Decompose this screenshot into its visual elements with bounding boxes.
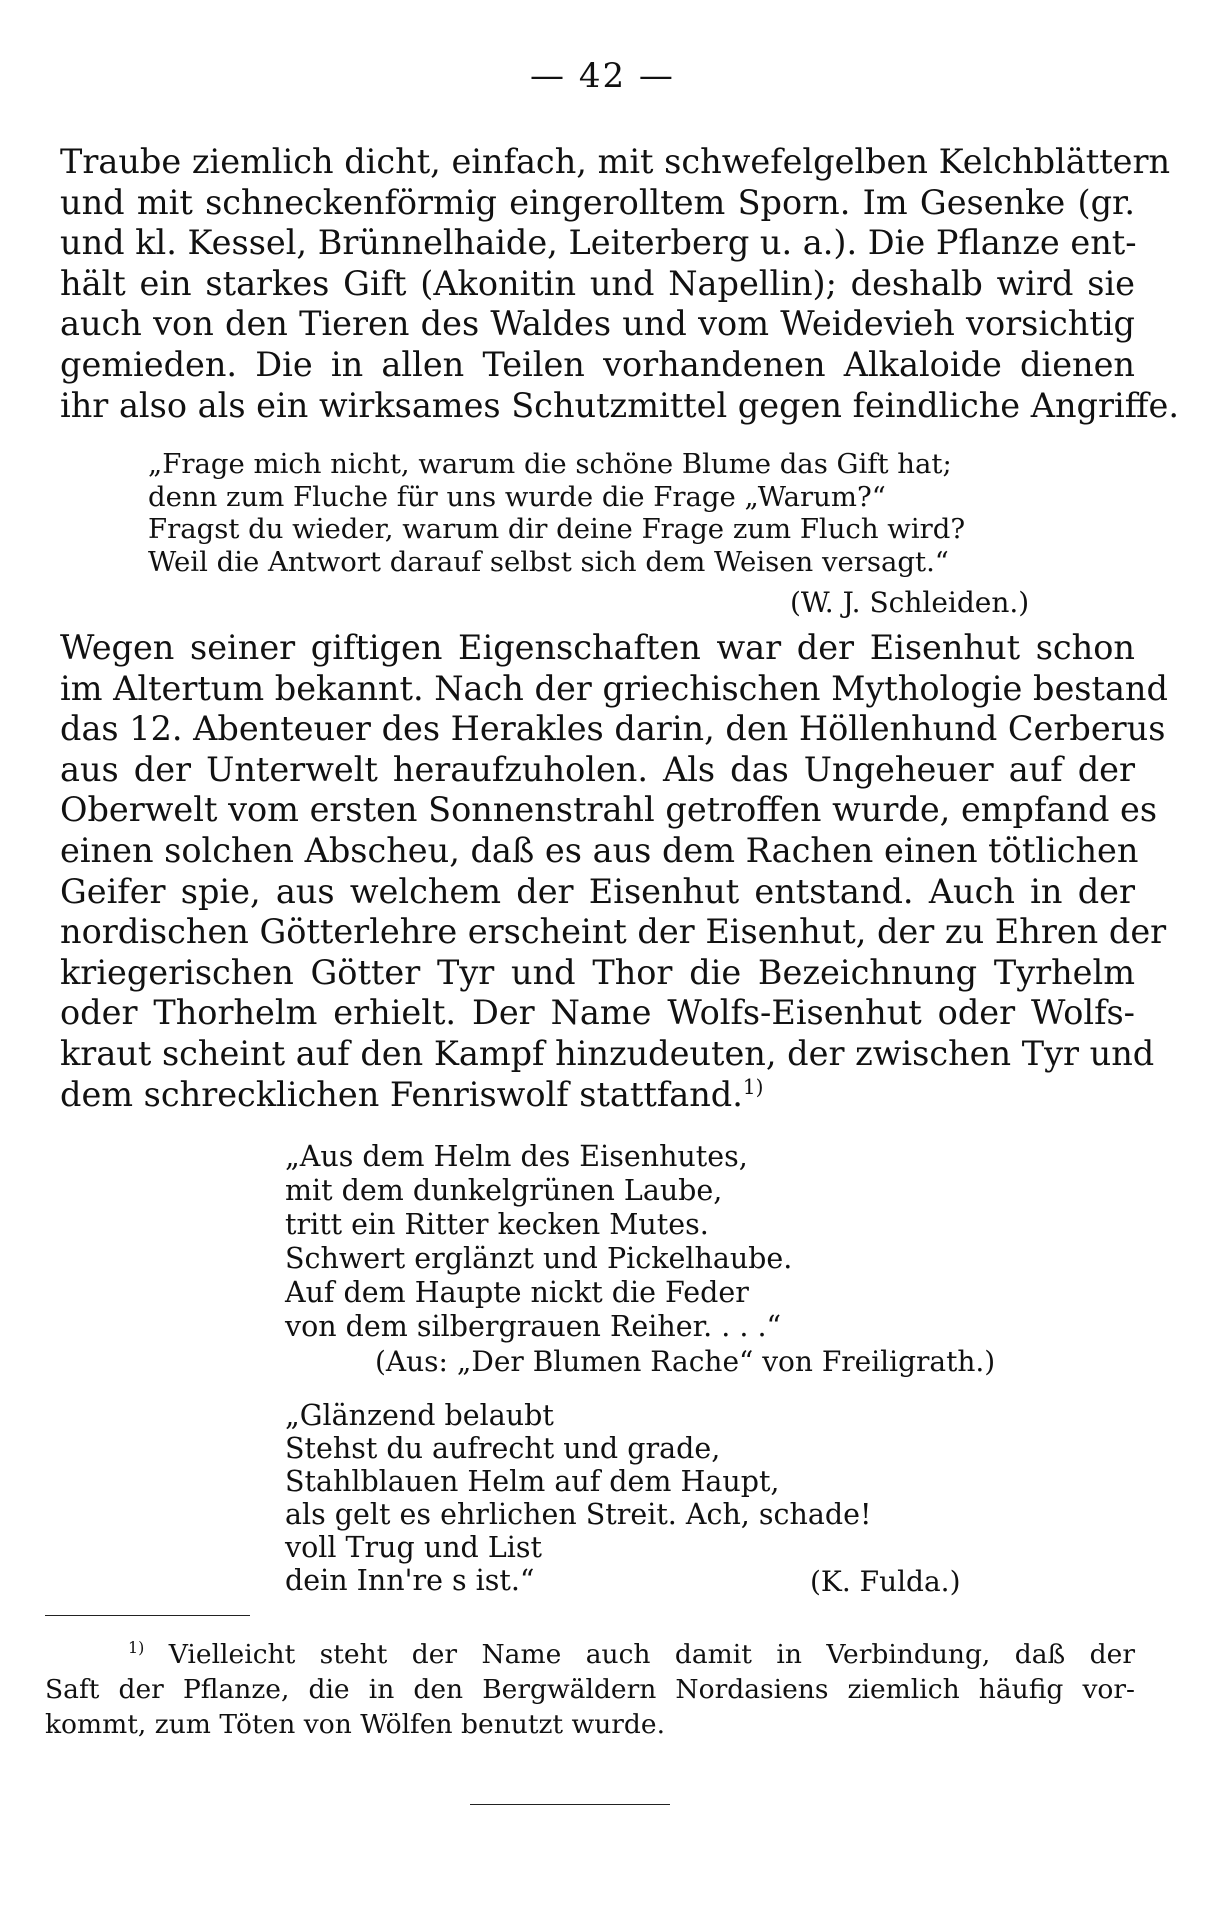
text-line: kraut scheint auf den Kampf hinzudeuten, der zwischen Tyr und [60,1033,1155,1073]
poem-line: „Aus dem Helm des Eisenhutes, [285,1140,748,1173]
poem-line: Auf dem Haupte nickt die Feder [285,1276,749,1309]
text-line: Wegen seiner giftigen Eigenschaften war der Eisenhut schon [60,628,1135,667]
text-line: im Altertum bekannt. Nach der griechischen Mythologie bestand [60,668,1168,708]
poem-freiligrath [285,1140,792,1344]
footnote-text: Vielleicht steht der Name auch damit in Verbindung, daß der [168,1639,1135,1670]
poem-attribution: (W. J. Schleiden.) [790,586,1030,619]
footnote [45,1637,1135,1742]
text-line: hält ein starkes Gift (Akonitin und Napellin); deshalb wird sie [60,263,1135,303]
text-line: oder Thorhelm erhielt. Der Name Wolfs-Eisenhut oder Wolfs- [60,993,1135,1033]
text-line: aus der Unterwelt heraufzuholen. Als das Ungeheuer auf der [60,749,1135,789]
poem-line: Stahlblauen Helm auf dem Haupt, [285,1465,780,1498]
poem-line: von dem silbergrauen Reiher. . . .“ [285,1310,782,1343]
text-line: und mit schneckenförmig eingerolltem Sporn. Im Gesenke (gr. [60,182,1135,222]
paragraph-1 [60,142,1179,426]
poem-fulda [285,1399,871,1597]
text-line: Traube ziemlich dicht, einfach, mit schwefelgelben Kelchblättern [60,142,1171,181]
footnote-reference: 1) [742,1074,764,1099]
paragraph-2 [60,628,1168,1115]
page-end-rule [470,1804,670,1805]
poem-line: Weil die Antwort darauf selbst sich dem Weisen versagt.“ [148,545,949,578]
poem-line: Stehst du aufrecht und grade, [285,1432,721,1465]
text-line: das 12. Abenteuer des Herakles darin, den Höllenhund Cerberus [60,709,1166,749]
text-line: Geifer spie, aus welchem der Eisenhut entstand. Auch in der [60,871,1135,911]
poem-line: Fragst du wieder, warum dir deine Frage zum Fluch wird? [148,513,966,545]
text-line [60,1075,1135,1116]
text-line: einen solchen Abscheu, daß es aus dem Rachen einen tötlichen [60,830,1139,870]
poem-line: denn zum Fluche für uns wurde die Frage „Warum?“ [148,480,886,513]
text-line: gemieden. Die in allen Teilen vorhandenen Alkaloide dienen [60,344,1135,384]
footnote-marker: 1) [128,1638,145,1658]
poem-line: Schwert erglänzt und Pickelhaube. [285,1242,793,1275]
page-number: — 42 — [530,56,675,96]
text-line: Oberwelt vom ersten Sonnenstrahl getroffen wurde, empfand es [60,790,1158,830]
text-line: auch von den Tieren des Waldes und vom Weidevieh vorsichtig [60,304,1135,344]
text-line: und kl. Kessel, Brünnelhaide, Leiterberg u. a.). Die Pflanze ent- [60,223,1137,263]
text-line: kriegerischen Götter Tyr und Thor die Bezeichnung Tyrhelm [60,952,1135,992]
poem-line: „Glänzend belaubt [285,1399,554,1432]
poem-line: dein Inn're s ist.“ [285,1564,535,1597]
text-line-content: dem schrecklichen Fenriswolf stattfand. [60,1074,743,1114]
footnote-line [45,1637,1135,1672]
text-line: ihr also als ein wirksames Schutzmittel gegen feindliche Angriffe. [60,385,1179,425]
poem-attribution: (Aus: „Der Blumen Rache“ von Freiligrath.) [375,1345,996,1378]
footnote-line: kommt, zum Töten von Wölfen benutzt wurde. [45,1709,665,1740]
poem-line: tritt ein Ritter kecken Mutes. [285,1208,709,1241]
footnote-divider [45,1615,250,1616]
poem-line: als gelt es ehrlichen Streit. Ach, schade! [285,1498,872,1531]
footnote-line: Saft der Pflanze, die in den Bergwäldern Nordasiens ziemlich häufig vor- [45,1674,1135,1705]
poem-line: „Frage mich nicht, warum die schöne Blume das Gift hat; [148,448,952,480]
text-line: nordischen Götterlehre erscheint der Eisenhut, der zu Ehren der [60,912,1167,952]
poem-line: mit dem dunkelgrünen Laube, [285,1174,723,1207]
poem-attribution: (K. Fulda.) [810,1565,961,1598]
poem-line: voll Trug und List [285,1531,542,1564]
poem-schleiden [148,448,965,578]
